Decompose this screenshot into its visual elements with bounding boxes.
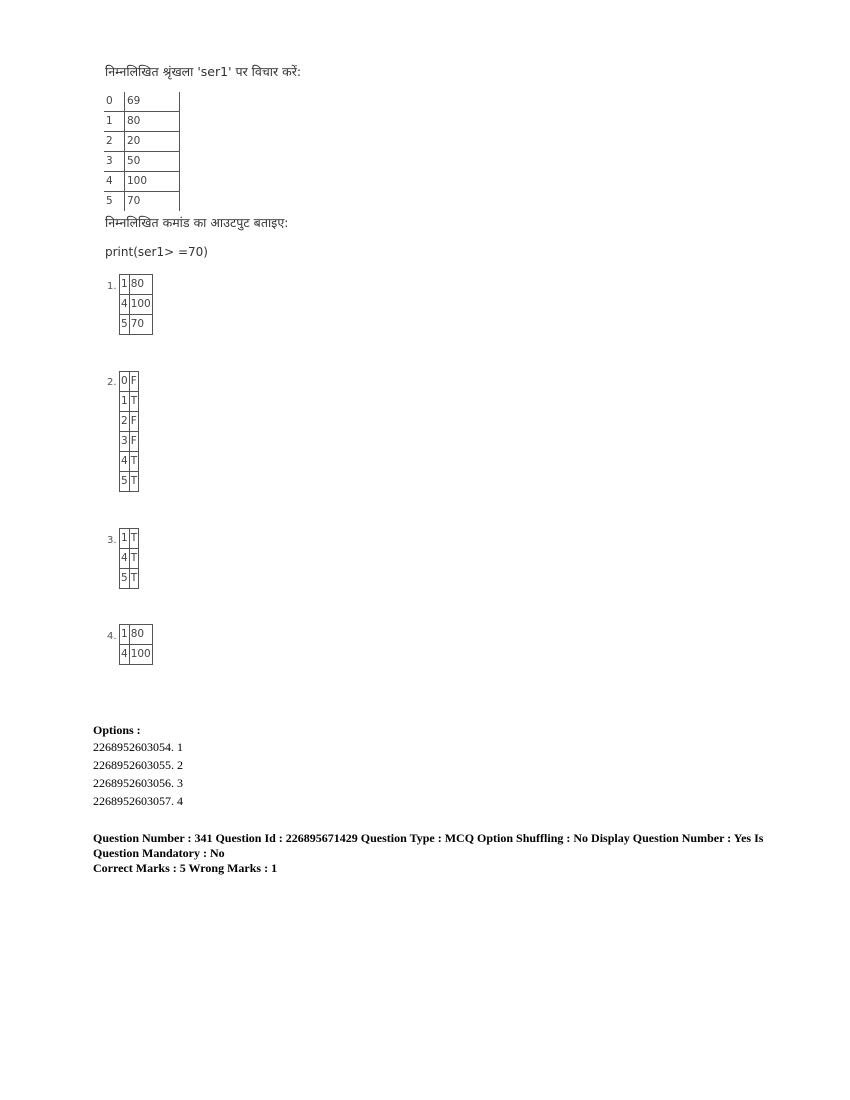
table-row [104,132,180,152]
option-value: T [129,529,138,549]
option-index: 0 [120,372,130,392]
table-row [104,192,180,212]
question-instruction: निम्नलिखित कमांड का आउटपुट बताइए: [105,215,289,230]
table-row [120,625,153,645]
option-value: F [129,372,138,392]
table-row [120,432,139,452]
table-row [120,295,153,315]
option-index: 4 [120,549,130,569]
table-row [120,452,139,472]
option-value: 100 [129,295,152,315]
marks-info: Correct Marks : 5 Wrong Marks : 1 [93,861,278,875]
table-row [120,645,153,665]
option-index: 1 [120,625,130,645]
option-index: 5 [120,472,130,492]
option-value: 80 [129,275,152,295]
option-label: 2. [107,377,117,388]
series-value: 50 [125,152,180,172]
option-id: 2268952603055. 2 [93,758,183,772]
table-row [120,472,139,492]
series-index: 5 [104,192,125,212]
option-index: 5 [120,569,130,589]
series-index: 3 [104,152,125,172]
table-row [120,372,139,392]
option-index: 5 [120,315,130,335]
series-index: 2 [104,132,125,152]
option-4-table [119,624,153,665]
option-value: 70 [129,315,152,335]
option-id: 2268952603057. 4 [93,794,183,808]
code-line: print(ser1> =70) [105,245,208,259]
table-row [104,172,180,192]
option-label: 4. [107,631,117,642]
option-value: T [129,452,138,472]
option-2-table [119,371,139,492]
table-row [120,275,153,295]
option-index: 4 [120,295,130,315]
option-value: T [129,472,138,492]
option-id: 2268952603056. 3 [93,776,183,790]
table-row [104,112,180,132]
option-index: 4 [120,645,130,665]
series-table [104,92,180,211]
option-index: 1 [120,275,130,295]
option-label: 3. [107,535,117,546]
table-row [104,152,180,172]
option-value: F [129,432,138,452]
options-heading: Options : [93,723,141,737]
question-info: Question Number : 341 Question Id : 226895671429 Question Type : MCQ Option Shuffling : No Display Question Number : Yes Is Question Mandatory : No [93,831,764,860]
series-value: 20 [125,132,180,152]
series-value: 100 [125,172,180,192]
option-index: 1 [120,529,130,549]
series-index: 1 [104,112,125,132]
table-row [120,529,139,549]
option-label: 1. [107,281,117,292]
option-id: 2268952603054. 1 [93,740,183,754]
option-3-table [119,528,139,589]
option-value: F [129,412,138,432]
option-value: 100 [129,645,152,665]
option-index: 1 [120,392,130,412]
series-index: 4 [104,172,125,192]
table-row [120,569,139,589]
option-index: 3 [120,432,130,452]
table-row [120,392,139,412]
option-1-table [119,274,153,335]
option-value: T [129,549,138,569]
option-index: 4 [120,452,130,472]
table-row [120,315,153,335]
table-row [120,549,139,569]
table-row [104,92,180,112]
question-prompt: निम्नलिखित श्रृंखला 'ser1' पर विचार करें: [105,64,302,79]
series-value: 70 [125,192,180,212]
series-index: 0 [104,92,125,112]
series-value: 69 [125,92,180,112]
option-value: 80 [129,625,152,645]
option-index: 2 [120,412,130,432]
option-value: T [129,392,138,412]
series-value: 80 [125,112,180,132]
option-value: T [129,569,138,589]
table-row [120,412,139,432]
